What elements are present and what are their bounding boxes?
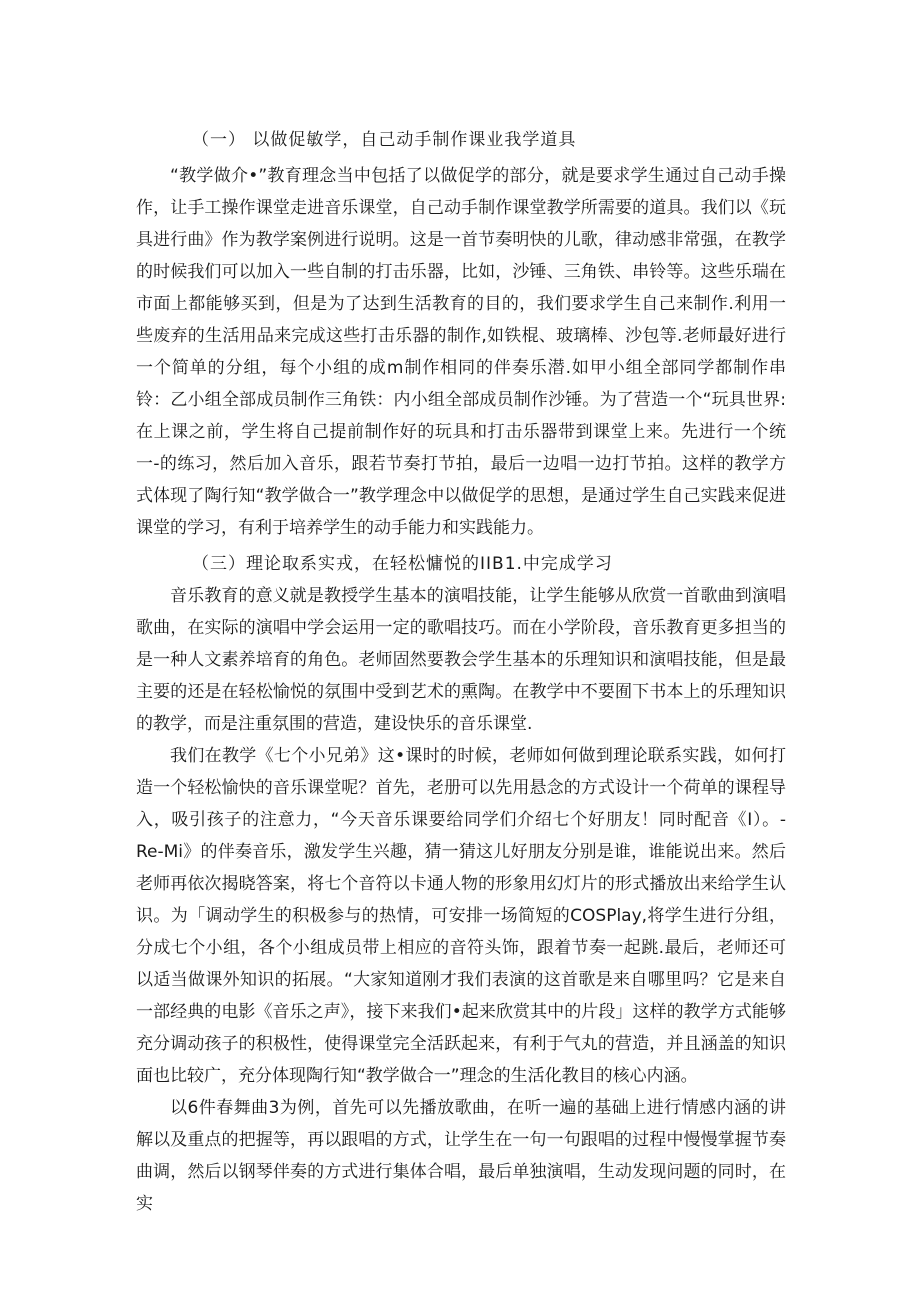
paragraph-3: 我们在教学《七个小兄弟》这•课时的时候，老师如何做到理论联系实践，如何打造一个轻松愉快的音乐课堂呢？首先，老册可以先用悬念的方式设计一个荷单的课程导入，吸引孩子的注意力，“今天音乐课要给同学们介绍七个好朋友！同时配音《I）。-Re-Mi》的伴奏音乐，激发学生兴趣，猜一猜这儿好朋友分别是谁，谁能说出来。然后老师再依次揭晓答案，将七个音符以卡通人物的形象用幻灯片的形式播放出来给学生认识。为「调动学生的积极参与的热情，可安排一场简短的COSPlay,将学生进行分组，分成七个小组，各个小组成员带上相应的音符头饰，跟着节奏一起跳.最后，老师还可以适当做课外知识的拓展。“大家知道刚才我们表演的这首歌是来自哪里吗？它是来自一部经典的电影《音乐之声》，接下来我们•起来欣赏其中的片段」这样的教学方式能够充分调动孩子的积极性，使得课堂完全活跃起来，有利于气丸的营造，并且涵盖的知识面也比较广，充分体现陶行知“教学做合一”理念的生活化教目的核心内涵。 [136,746,786,1086]
paragraph-1: “教学做介•”教育理念当中包括了以做促学的部分，就是要求学生通过自己动手操作，让手工操作课堂走进音乐课堂，自己动手制作课堂教学所需要的道具。我们以《玩具进行曲》作为教学案例进行说明。这是一首节奏明快的儿歌，律动感非常强，在教学的时候我们可以加入一些自制的打击乐器，比如，沙锤、三角铁、串铃等。这些乐瑞在市面上都能够买到，但是为了达到生活教育的目的，我们要求学生自己来制作.利用一些废弃的生活用品来完成这些打击乐器的制作,如铁棍、玻璃棒、沙包等.老师最好进行一个简单的分组，每个小组的成m制作相同的伴奏乐潜.如甲小组全部同学都制作串铃：乙小组全部成员制作三角铁：内小组全部成员制作沙锤。为了营造一个“玩具世界:在上课之前，学生将自己提前制作好的玩具和打击乐器带到课堂上来。先进行一个统一-的练习，然后加入音乐，跟若节奏打节拍，最后一边唱一边打节拍。这样的教学方式体现了陶行知“教学做合一”教学理念中以做促学的思想，是通过学生自己实践来促进课堂的学习，有利于培养学生的动手能力和实践能力。 [136,166,786,538]
paragraph-4: 以6件春舞曲3为例，首先可以先播放歌曲，在听一遍的基础上进行情感内涵的讲解以及重点的把握等，再以跟唱的方式，让学生在一句一句跟唱的过程中慢慢掌握节奏曲调，然后以钢琴伴奏的方式进行集体合唱，最后单独演唱，生动发现问题的同时，在实 [136,1098,786,1214]
paragraph-2: 音乐教育的意义就是教授学生基本的演唱技能，让学生能够从欣赏一首歌曲到演唱歌曲，在实际的演唱中学会运用一定的歌唱技巧。而在小学阶段，音乐教育更多担当的是一种人文素养培育的角色。老师固然要教会学生基本的乐理知识和演唱技能，但是最主要的还是在轻松愉悦的氛围中受到艺术的熏陶。在教学中不要囿下书本上的乐理知识的教学，而是注重氛围的营造，建设快乐的音乐课堂. [136,586,786,734]
section-heading-3: （三）理论取系实戎，在轻松慵悦的IIB1.中完成学习 [192,554,613,574]
document-body [136,124,786,1220]
section-heading-1: （一） 以做促敏学，自己动手制作课业我学道具 [192,130,577,150]
